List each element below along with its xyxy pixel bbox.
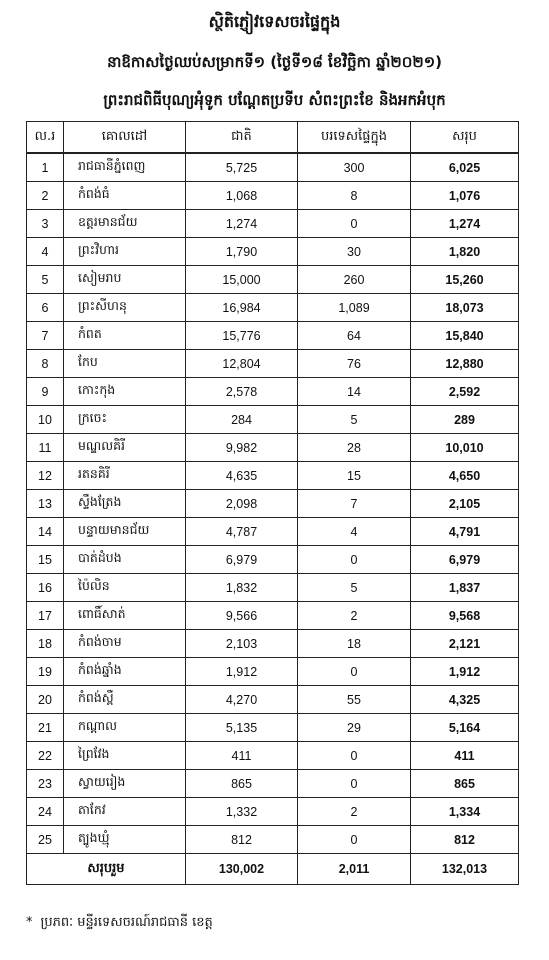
document-subtitle-event: ព្រះរាជពិធីបុណ្យអុំទូក បណ្តែតប្រទីប សំពះព្រះខែ និងអកអំបុក bbox=[103, 91, 446, 109]
document-title: ស្ថិតិភ្ញៀវទេសចរផ្ទៃក្នុង bbox=[208, 12, 341, 31]
table-row bbox=[27, 153, 519, 182]
table-row bbox=[27, 406, 519, 434]
cell-foreign-count: 2 bbox=[298, 602, 411, 630]
table-row bbox=[27, 686, 519, 714]
cell-row-number: 9 bbox=[27, 378, 64, 406]
cell-foreign-count: 0 bbox=[298, 770, 411, 798]
cell-total-count: 2,121 bbox=[411, 630, 519, 658]
cell-domestic-count: 2,103 bbox=[186, 630, 298, 658]
cell-foreign-count: 28 bbox=[298, 434, 411, 462]
cell-destination: បាត់ដំបង bbox=[64, 546, 186, 574]
cell-row-number: 16 bbox=[27, 574, 64, 602]
table-row bbox=[27, 826, 519, 854]
table-row bbox=[27, 294, 519, 322]
table-row bbox=[27, 490, 519, 518]
cell-destination: កោះកុង bbox=[64, 378, 186, 406]
summary-label: សរុបរួម bbox=[27, 854, 186, 885]
table-row bbox=[27, 462, 519, 490]
table-row bbox=[27, 378, 519, 406]
column-header-domestic: ជាតិ bbox=[186, 122, 298, 154]
cell-total-count: 411 bbox=[411, 742, 519, 770]
cell-destination: ស្ទឹងត្រែង bbox=[64, 490, 186, 518]
table-row bbox=[27, 210, 519, 238]
cell-total-count: 10,010 bbox=[411, 434, 519, 462]
tourist-statistics-table bbox=[26, 121, 519, 885]
table-header-row bbox=[27, 122, 519, 154]
cell-row-number: 8 bbox=[27, 350, 64, 378]
cell-row-number: 19 bbox=[27, 658, 64, 686]
cell-destination: រាជធានីភ្នំពេញ bbox=[64, 153, 186, 182]
cell-row-number: 5 bbox=[27, 266, 64, 294]
cell-foreign-count: 15 bbox=[298, 462, 411, 490]
table-row bbox=[27, 238, 519, 266]
cell-row-number: 3 bbox=[27, 210, 64, 238]
cell-foreign-count: 5 bbox=[298, 574, 411, 602]
cell-destination: ព្រះសីហនុ bbox=[64, 294, 186, 322]
cell-foreign-count: 0 bbox=[298, 546, 411, 574]
cell-total-count: 2,592 bbox=[411, 378, 519, 406]
cell-foreign-count: 64 bbox=[298, 322, 411, 350]
cell-foreign-count: 29 bbox=[298, 714, 411, 742]
cell-row-number: 7 bbox=[27, 322, 64, 350]
cell-domestic-count: 4,635 bbox=[186, 462, 298, 490]
cell-row-number: 14 bbox=[27, 518, 64, 546]
cell-destination: ឧត្តរមានជ័យ bbox=[64, 210, 186, 238]
cell-domestic-count: 5,725 bbox=[186, 153, 298, 182]
summary-domestic: 130,002 bbox=[186, 854, 298, 885]
footnote-text: ប្រភពៈ មន្ទីរទេសចរណ៍រាជធានី ខេត្ត bbox=[40, 915, 213, 930]
cell-destination: ព្រះវិហារ bbox=[64, 238, 186, 266]
cell-domestic-count: 9,566 bbox=[186, 602, 298, 630]
cell-total-count: 18,073 bbox=[411, 294, 519, 322]
cell-foreign-count: 7 bbox=[298, 490, 411, 518]
cell-total-count: 15,840 bbox=[411, 322, 519, 350]
cell-domestic-count: 9,982 bbox=[186, 434, 298, 462]
cell-destination: ពោធិ៍សាត់ bbox=[64, 602, 186, 630]
table-row bbox=[27, 770, 519, 798]
cell-foreign-count: 0 bbox=[298, 658, 411, 686]
cell-domestic-count: 12,804 bbox=[186, 350, 298, 378]
cell-destination: កំពង់ចាម bbox=[64, 630, 186, 658]
cell-total-count: 5,164 bbox=[411, 714, 519, 742]
cell-domestic-count: 1,068 bbox=[186, 182, 298, 210]
cell-foreign-count: 4 bbox=[298, 518, 411, 546]
table-row bbox=[27, 658, 519, 686]
cell-domestic-count: 1,274 bbox=[186, 210, 298, 238]
cell-destination: កំពត bbox=[64, 322, 186, 350]
cell-destination: កំពង់ស្ពឺ bbox=[64, 686, 186, 714]
cell-domestic-count: 15,000 bbox=[186, 266, 298, 294]
cell-foreign-count: 14 bbox=[298, 378, 411, 406]
cell-destination: ក្រចេះ bbox=[64, 406, 186, 434]
cell-row-number: 10 bbox=[27, 406, 64, 434]
cell-destination: បន្ទាយមានជ័យ bbox=[64, 518, 186, 546]
cell-destination: ព្រៃវែង bbox=[64, 742, 186, 770]
cell-domestic-count: 2,578 bbox=[186, 378, 298, 406]
cell-destination: ត្បូងឃ្មុំ bbox=[64, 826, 186, 854]
cell-destination: តាកែវ bbox=[64, 798, 186, 826]
cell-row-number: 20 bbox=[27, 686, 64, 714]
cell-domestic-count: 4,787 bbox=[186, 518, 298, 546]
cell-domestic-count: 284 bbox=[186, 406, 298, 434]
cell-domestic-count: 5,135 bbox=[186, 714, 298, 742]
footnote-asterisk: * bbox=[26, 915, 33, 930]
table-row bbox=[27, 350, 519, 378]
cell-row-number: 1 bbox=[27, 153, 64, 182]
table-row bbox=[27, 322, 519, 350]
table-row bbox=[27, 574, 519, 602]
cell-row-number: 6 bbox=[27, 294, 64, 322]
cell-destination: កំពង់ឆ្នាំង bbox=[64, 658, 186, 686]
cell-foreign-count: 0 bbox=[298, 826, 411, 854]
cell-total-count: 9,568 bbox=[411, 602, 519, 630]
cell-total-count: 12,880 bbox=[411, 350, 519, 378]
table-row bbox=[27, 182, 519, 210]
cell-row-number: 12 bbox=[27, 462, 64, 490]
cell-total-count: 4,325 bbox=[411, 686, 519, 714]
table-row bbox=[27, 602, 519, 630]
cell-total-count: 4,650 bbox=[411, 462, 519, 490]
cell-row-number: 21 bbox=[27, 714, 64, 742]
cell-destination: សៀមរាប bbox=[64, 266, 186, 294]
cell-total-count: 865 bbox=[411, 770, 519, 798]
cell-total-count: 812 bbox=[411, 826, 519, 854]
cell-domestic-count: 865 bbox=[186, 770, 298, 798]
cell-domestic-count: 1,832 bbox=[186, 574, 298, 602]
column-header-foreign-resident: បរទេសផ្ទៃក្នុង bbox=[298, 122, 411, 154]
cell-destination: មណ្ឌលគិរី bbox=[64, 434, 186, 462]
cell-foreign-count: 5 bbox=[298, 406, 411, 434]
cell-total-count: 1,076 bbox=[411, 182, 519, 210]
cell-foreign-count: 0 bbox=[298, 742, 411, 770]
cell-foreign-count: 8 bbox=[298, 182, 411, 210]
column-header-destination: គោលដៅ bbox=[64, 122, 186, 154]
cell-foreign-count: 18 bbox=[298, 630, 411, 658]
cell-destination: ស្វាយរៀង bbox=[64, 770, 186, 798]
table-body bbox=[27, 153, 519, 854]
summary-total: 132,013 bbox=[411, 854, 519, 885]
cell-total-count: 289 bbox=[411, 406, 519, 434]
cell-domestic-count: 1,332 bbox=[186, 798, 298, 826]
cell-total-count: 2,105 bbox=[411, 490, 519, 518]
column-header-number: ល.រ bbox=[27, 122, 64, 154]
table-row bbox=[27, 434, 519, 462]
column-header-total: សរុប bbox=[411, 122, 519, 154]
table-summary-row bbox=[27, 854, 519, 885]
summary-foreign: 2,011 bbox=[298, 854, 411, 885]
cell-destination: ប៉ៃលិន bbox=[64, 574, 186, 602]
table-row bbox=[27, 518, 519, 546]
table-row bbox=[27, 798, 519, 826]
cell-row-number: 24 bbox=[27, 798, 64, 826]
cell-row-number: 13 bbox=[27, 490, 64, 518]
cell-foreign-count: 76 bbox=[298, 350, 411, 378]
cell-domestic-count: 1,912 bbox=[186, 658, 298, 686]
cell-total-count: 15,260 bbox=[411, 266, 519, 294]
cell-foreign-count: 55 bbox=[298, 686, 411, 714]
cell-total-count: 1,334 bbox=[411, 798, 519, 826]
cell-row-number: 23 bbox=[27, 770, 64, 798]
cell-domestic-count: 6,979 bbox=[186, 546, 298, 574]
cell-destination: រតនគិរី bbox=[64, 462, 186, 490]
source-footnote bbox=[26, 912, 213, 934]
cell-total-count: 1,274 bbox=[411, 210, 519, 238]
cell-row-number: 15 bbox=[27, 546, 64, 574]
cell-row-number: 17 bbox=[27, 602, 64, 630]
cell-domestic-count: 2,098 bbox=[186, 490, 298, 518]
cell-destination: កណ្តាល bbox=[64, 714, 186, 742]
cell-foreign-count: 300 bbox=[298, 153, 411, 182]
cell-row-number: 4 bbox=[27, 238, 64, 266]
cell-domestic-count: 15,776 bbox=[186, 322, 298, 350]
cell-domestic-count: 411 bbox=[186, 742, 298, 770]
cell-total-count: 6,979 bbox=[411, 546, 519, 574]
cell-total-count: 1,820 bbox=[411, 238, 519, 266]
cell-domestic-count: 4,270 bbox=[186, 686, 298, 714]
cell-foreign-count: 260 bbox=[298, 266, 411, 294]
cell-total-count: 1,912 bbox=[411, 658, 519, 686]
cell-total-count: 4,791 bbox=[411, 518, 519, 546]
cell-foreign-count: 0 bbox=[298, 210, 411, 238]
cell-foreign-count: 30 bbox=[298, 238, 411, 266]
cell-total-count: 6,025 bbox=[411, 153, 519, 182]
cell-domestic-count: 16,984 bbox=[186, 294, 298, 322]
table-row bbox=[27, 714, 519, 742]
document-subtitle-date: នាឱកាសថ្ងៃឈប់សម្រាកទី១ (ថ្ងៃទី១៨ ខែវិច្ឆិកា ឆ្នាំ២០២១) bbox=[107, 53, 442, 71]
cell-destination: កំពង់ធំ bbox=[64, 182, 186, 210]
cell-row-number: 2 bbox=[27, 182, 64, 210]
table-row bbox=[27, 742, 519, 770]
table-row bbox=[27, 546, 519, 574]
cell-domestic-count: 812 bbox=[186, 826, 298, 854]
cell-row-number: 22 bbox=[27, 742, 64, 770]
cell-foreign-count: 2 bbox=[298, 798, 411, 826]
table-row bbox=[27, 630, 519, 658]
cell-destination: កែប bbox=[64, 350, 186, 378]
cell-total-count: 1,837 bbox=[411, 574, 519, 602]
cell-domestic-count: 1,790 bbox=[186, 238, 298, 266]
cell-row-number: 18 bbox=[27, 630, 64, 658]
cell-foreign-count: 1,089 bbox=[298, 294, 411, 322]
table-row bbox=[27, 266, 519, 294]
cell-row-number: 25 bbox=[27, 826, 64, 854]
cell-row-number: 11 bbox=[27, 434, 64, 462]
